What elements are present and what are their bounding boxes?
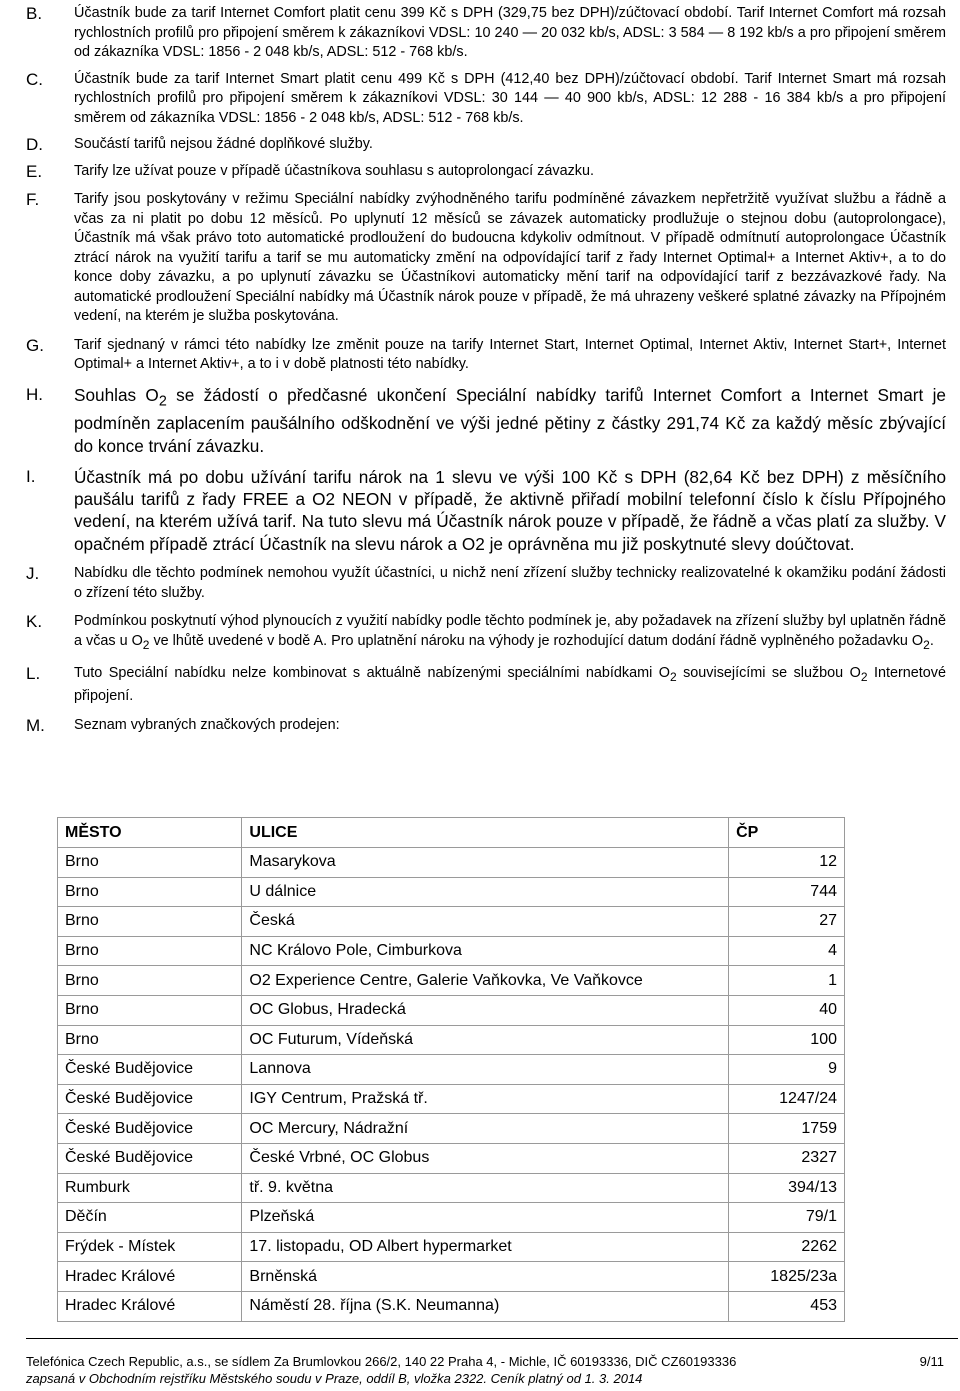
cell-street: OC Globus, Hradecká bbox=[242, 995, 729, 1025]
clause-text-part: se žádostí o předčasné ukončení Speciální nabídky tarifů Internet Comfort a Internet Smart je podmíněn zaplacením paušálního odškodnění ve výši jedné pětiny z částky 291,74 Kč za každý měsíc zbývající do konce trvání závazku. bbox=[74, 384, 946, 456]
clause-letter: K. bbox=[26, 612, 43, 632]
page-footer bbox=[26, 1353, 944, 1387]
cell-city: České Budějovice bbox=[58, 1143, 242, 1173]
table-body bbox=[58, 848, 845, 1322]
table-row bbox=[58, 936, 845, 966]
clause-text-part: Internetové připojení. bbox=[74, 664, 946, 705]
cell-city: Brno bbox=[58, 877, 242, 907]
cell-city: Děčín bbox=[58, 1203, 242, 1233]
cell-street: OC Futurum, Vídeňská bbox=[242, 1025, 729, 1055]
cell-number: 27 bbox=[729, 907, 845, 937]
clause-j bbox=[26, 564, 946, 603]
clause-text: Seznam vybraných značkových prodejen: bbox=[74, 716, 340, 733]
cell-city: Frýdek - Místek bbox=[58, 1232, 242, 1262]
footer-divider bbox=[26, 1338, 958, 1339]
clause-text bbox=[74, 384, 946, 457]
cell-street: Náměstí 28. října (S.K. Neumanna) bbox=[242, 1291, 729, 1321]
clause-letter: H. bbox=[26, 384, 43, 404]
cell-street: Brněnská bbox=[242, 1262, 729, 1292]
cell-street: NC Královo Pole, Cimburkova bbox=[242, 936, 729, 966]
footer-registry: zapsaná v Obchodním rejstříku Městského soudu v Praze, oddíl B, vložka 2322. Ceník platný od 1. 3. 2014 bbox=[26, 1371, 643, 1386]
subscript: 2 bbox=[158, 392, 167, 409]
cell-city: Brno bbox=[58, 907, 242, 937]
cell-city: České Budějovice bbox=[58, 1084, 242, 1114]
cell-city: Brno bbox=[58, 966, 242, 996]
subscript: 2 bbox=[923, 637, 930, 652]
cell-number: 1825/23a bbox=[729, 1262, 845, 1292]
clause-letter: E. bbox=[26, 161, 43, 181]
table-row bbox=[58, 1262, 845, 1292]
clause-text: Tarif sjednaný v rámci této nabídky lze změnit pouze na tarify Internet Start, Internet Optimal, Internet Aktiv, Internet Start+, Internet Optimal+ a Internet Aktiv+, a to i v době platnosti této nabídky. bbox=[74, 336, 946, 372]
clause-text: Součástí tarifů nejsou žádné doplňkové služby. bbox=[74, 136, 373, 152]
table-row bbox=[58, 907, 845, 937]
page-number: 9/11 bbox=[919, 1354, 944, 1369]
table-row bbox=[58, 1173, 845, 1203]
clause-text-part: Souhlas O bbox=[74, 384, 159, 405]
table-header-row bbox=[58, 818, 845, 848]
cell-number: 12 bbox=[729, 848, 845, 878]
footer-company: Telefónica Czech Republic, a.s., se sídlem Za Brumlovkou 266/2, 140 22 Praha 4, - Michle, IČ 60193336, DIČ CZ60193336 bbox=[26, 1354, 737, 1369]
cell-street: 17. listopadu, OD Albert hypermarket bbox=[242, 1232, 729, 1262]
cell-number: 1 bbox=[729, 966, 845, 996]
subscript: 2 bbox=[860, 669, 868, 684]
cell-number: 453 bbox=[729, 1291, 845, 1321]
cell-street: U dálnice bbox=[242, 877, 729, 907]
cell-street: Lannova bbox=[242, 1055, 729, 1085]
header-city: MĚSTO bbox=[58, 818, 242, 848]
clause-c bbox=[26, 70, 946, 129]
clause-letter: I. bbox=[26, 466, 36, 486]
clause-b bbox=[26, 4, 946, 63]
cell-number: 9 bbox=[729, 1055, 845, 1085]
cell-street: IGY Centrum, Pražská tř. bbox=[242, 1084, 729, 1114]
table-row bbox=[58, 995, 845, 1025]
clause-letter: L. bbox=[26, 663, 41, 683]
table-row bbox=[58, 966, 845, 996]
clause-text-part: Podmínkou poskytnutí výhod plynoucích z využití nabídky podle těchto podmínek je, aby požadavek na zřízení služby byl uplatněn řádně a včas u O bbox=[74, 613, 946, 649]
table-row bbox=[58, 1055, 845, 1085]
table-row bbox=[58, 1084, 845, 1114]
stores-table bbox=[57, 817, 845, 1322]
table-row bbox=[58, 1232, 845, 1262]
cell-street: Česká bbox=[242, 907, 729, 937]
table-row bbox=[58, 1025, 845, 1055]
cell-number: 744 bbox=[729, 877, 845, 907]
cell-number: 40 bbox=[729, 995, 845, 1025]
cell-street: České Vrbné, OC Globus bbox=[242, 1143, 729, 1173]
clause-text: Účastník bude za tarif Internet Comfort platit cenu 399 Kč s DPH (329,75 bez DPH)/zúčtovací období. Tarif Internet Comfort má rozsah rychlostních profilů pro připojení směrem k zákazníkovi VDSL: 10 240 — 20 032 kb/s, ADSL: 3 584 — 8 192 kb/s a pro připojení směrem od zákazníka VDSL: 1856 - 2 048 kb/s, ADSL: 512 - 768 kb/s. bbox=[74, 5, 946, 60]
clause-g bbox=[26, 336, 946, 375]
table-row bbox=[58, 1291, 845, 1321]
subscript: 2 bbox=[669, 669, 677, 684]
clause-m bbox=[26, 716, 946, 736]
cell-city: Rumburk bbox=[58, 1173, 242, 1203]
clause-i bbox=[26, 466, 946, 555]
clause-text bbox=[74, 664, 946, 707]
terms-list bbox=[26, 4, 946, 735]
cell-number: 1247/24 bbox=[729, 1084, 845, 1114]
clause-letter: J. bbox=[26, 564, 40, 584]
clause-text-part: souvisejícími se službou O bbox=[676, 664, 861, 681]
cell-number: 394/13 bbox=[729, 1173, 845, 1203]
cell-number: 2327 bbox=[729, 1143, 845, 1173]
clause-h bbox=[26, 384, 946, 457]
clause-text: Tarify lze užívat pouze v případě účastníkova souhlasu s autoprolongací závazku. bbox=[74, 162, 594, 179]
cell-city: Hradec Králové bbox=[58, 1262, 242, 1292]
clause-letter: C. bbox=[26, 69, 43, 89]
cell-number: 4 bbox=[729, 936, 845, 966]
clause-letter: B. bbox=[26, 4, 43, 23]
clause-letter: F. bbox=[26, 190, 40, 209]
table-row bbox=[58, 1143, 845, 1173]
clause-text: Tarify jsou poskytovány v režimu Speciální nabídky zvýhodněného tarifu podmíněné závazkem nepřetržitě využívat službu a řádně a včas za ni platit po dobu 12 měsíců. Po uplynutí 12 měsíců se závazek automaticky prodlužuje o stejnou dobu (autoprolongace), Účastník má však právo toto automatické prodloužení do budoucna kdykoliv odmítnout. V případě odmítnutí autoprolongace Účastník ztrácí nárok na využití tarifu a tarif se mu automaticky změní na odpovídající tarif z řady Internet Optimal+ a Internet Aktiv+, a to do konce doby závazku, a po uplynutí závazku se Účastníkovi automaticky mění tarif na odpovídající tarif z bezzávazkové řady. Na automatické prodloužení Speciální nabídky má Účastník nárok pouze v případě, že má uhrazeny veškeré splatné závazky na Přípojném vedení, na kterém je služba poskytována. bbox=[74, 191, 946, 324]
cell-city: Brno bbox=[58, 1025, 242, 1055]
table-row bbox=[58, 1203, 845, 1233]
clause-e bbox=[26, 162, 946, 182]
clause-text bbox=[74, 612, 946, 655]
clause-f bbox=[26, 190, 946, 327]
clause-text: Účastník má po dobu užívání tarifu nárok na 1 slevu ve výši 100 Kč s DPH (82,64 Kč bez DPH) z měsíčního paušálu tarifů z řady FREE a O2 NEON v případě, že aktivně přiřadí mobilní telefonní číslo k číslu Přípojného vedení, na kterém užívá tarif. Na tuto slevu má Účastník nárok pouze v případě, že řádně a včas platí za služby. V opačném případě ztrácí Účastník na slevu nárok a O2 je oprávněna mu již poskytnuté slevy doúčtovat. bbox=[74, 466, 946, 554]
cell-city: Hradec Králové bbox=[58, 1291, 242, 1321]
table-row bbox=[58, 877, 845, 907]
clause-text: Nabídku dle těchto podmínek nemohou využít účastníci, u nichž není zřízení služby technicky realizovatelné k okamžiku podání žádosti o zřízení této služby. bbox=[74, 565, 946, 601]
cell-number: 2262 bbox=[729, 1232, 845, 1262]
cell-street: O2 Experience Centre, Galerie Vaňkovka, Ve Vaňkovce bbox=[242, 966, 729, 996]
clause-l bbox=[26, 664, 946, 707]
clause-letter: G. bbox=[26, 335, 44, 355]
cell-street: Plzeňská bbox=[242, 1203, 729, 1233]
clause-d bbox=[26, 135, 946, 155]
cell-city: České Budějovice bbox=[58, 1114, 242, 1144]
cell-street: tř. 9. května bbox=[242, 1173, 729, 1203]
cell-number: 79/1 bbox=[729, 1203, 845, 1233]
clause-text-part: . bbox=[929, 632, 934, 649]
cell-number: 1759 bbox=[729, 1114, 845, 1144]
table-row bbox=[58, 1114, 845, 1144]
clause-k bbox=[26, 612, 946, 655]
cell-city: Brno bbox=[58, 848, 242, 878]
clause-letter: M. bbox=[26, 715, 45, 735]
cell-number: 100 bbox=[729, 1025, 845, 1055]
cell-street: Masarykova bbox=[242, 848, 729, 878]
subscript: 2 bbox=[142, 637, 150, 652]
cell-city: České Budějovice bbox=[58, 1055, 242, 1085]
clause-text: Účastník bude za tarif Internet Smart platit cenu 499 Kč s DPH (412,40 bez DPH)/zúčtovací období. Tarif Internet Smart má rozsah rychlostních profilů pro připojení směrem k zákazníkovi VDSL: 30 144 — 40 900 kb/s, ADSL: 12 288 - 16 384 kb/s a pro připojení směrem od zákazníka VDSL: 1856 - 2 048 kb/s, ADSL: 512 - 768 kb/s. bbox=[74, 70, 946, 126]
clause-text-part: ve lhůtě uvedené v bodě A. Pro uplatnění nároku na výhody je rozhodující datum dodání řádně vyplněného požadavku O bbox=[149, 632, 924, 649]
clause-letter: D. bbox=[26, 135, 43, 154]
cell-street: OC Mercury, Nádražní bbox=[242, 1114, 729, 1144]
table-row bbox=[58, 848, 845, 878]
header-number: ČP bbox=[729, 818, 845, 848]
cell-city: Brno bbox=[58, 995, 242, 1025]
cell-city: Brno bbox=[58, 936, 242, 966]
clause-text-part: Tuto Speciální nabídku nelze kombinovat s aktuálně nabízenými speciálními nabídkami O bbox=[74, 664, 670, 681]
header-street: ULICE bbox=[242, 818, 729, 848]
